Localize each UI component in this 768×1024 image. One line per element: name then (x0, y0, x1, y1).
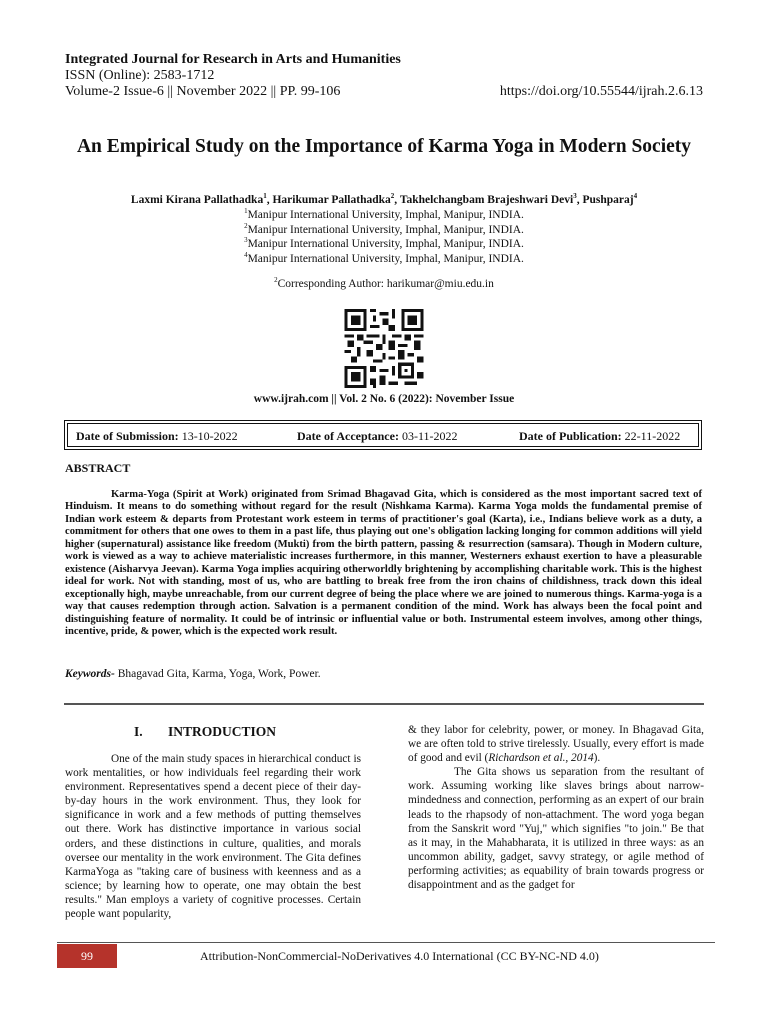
footer-divider (57, 942, 715, 943)
issue-line: www.ijrah.com || Vol. 2 No. 6 (2022): November Issue (253, 393, 515, 405)
paragraph: & they labor for celebrity, power, or money. In Bhagavad Gita, we are often told to strive tirelessly. Usually, every effort is made of good and evil (Richardson et al., 2014). (408, 724, 704, 765)
affiliation-list (40, 208, 728, 266)
keywords-text: Bhagavad Gita, Karma, Yoga, Work, Power. (114, 668, 321, 680)
keywords (65, 668, 321, 680)
author-sup: 4 (633, 192, 638, 201)
body-column-right (408, 723, 704, 892)
paper-title: An Empirical Study on the Importance of Karma Yoga in Modern Society (76, 136, 692, 157)
journal-name: Integrated Journal for Research in Arts and Humanities (65, 52, 401, 67)
keywords-label: Keywords- (65, 668, 115, 680)
paragraph: One of the main study spaces in hierarchical conduct is work mentalities, or how individuals feel regarding their work environment. Representatives spend a decent piece of their day-by-day hours in the work environment. Thus, they look for significance in work and a few methods of putting themselves out there. Work has distinctive importance in various social orders, and these distinctions in culture, qualities, and morals oversee our mentality in the work environment. The Gita defines KarmaYoga as "taking care of business with keenness and as a science; by learning how to operate, one may obtain the best results." Man employs a variety of cognitive processes. Certain people want popularity, (65, 753, 361, 921)
body-column-left (65, 752, 361, 921)
abstract-text: Karma-Yoga (Spirit at Work) originated from Srimad Bhagavad Gita, which is considered as the most important sacred text of Hinduism. It means to do something without regard for the result (Nishkama Karma). Karma Yoga molds the fundamental premise of Indian work esteem & departs from Protestant work esteem in terms of practitioner's goal (Karta), i.e., Indians believe work as a duty, a commitment for others that one owes to them in a past life, thus playing out one's obligation lacking longing for common additions will yield higher (supernatural) assistance like freedom (Mukti) from the birth pattern, passing & resurrection (samsara). Though in Modern culture, work is viewed as a way to achieve materialistic increases furthermore, in this manner, Westerners exhaust exertion to have a pleasurable existence (Aisharvya Jeevan). Karma Yoga implies acquiring otherworldly brightening by accomplishing charitable work. This is the highest ideal for work. Not with standing, most of us, who are battling to break free from the iron chains of childishness, track down this ideal exceptionally high, maybe unreachable, from our current degree of being the place where we are joined to numerous things. Karma-yoga is a way that causes redemption through action. Salvation is a permanent condition of the mind. Work has always been the focal point and distinguishing feature of normality. It could be of intrinsic or influential value or both. Instrumental esteem involves, among other things, incentive, pride, & power, which is the expected work result. (65, 489, 702, 637)
dates-box (64, 420, 702, 450)
submission-date: Date of Submission: 13-10-2022 (76, 429, 238, 443)
page-number: 99 (57, 944, 117, 968)
volume-info: Volume-2 Issue-6 || November 2022 || PP. 99-106 (65, 84, 341, 99)
author-sup: 1 (263, 192, 267, 201)
section-heading: I. INTRODUCTION (134, 724, 277, 739)
qr-code-icon[interactable] (343, 309, 425, 388)
affiliation: $^1$Manipur International University, Imphal, Manipur, INDIA. (244, 207, 524, 221)
affiliation: $^2$Manipur International University, Imphal, Manipur, INDIA. (244, 221, 524, 236)
citation: Richardson et al., 2014 (488, 752, 594, 765)
author-name: Pushparaj (582, 194, 634, 206)
doi-link[interactable]: https://doi.org/10.55544/ijrah.2.6.13 (499, 84, 703, 99)
author-name: Takhelchangbam Brajeshwari Devi (399, 194, 574, 206)
affiliation: $^4$Manipur International University, Imphal, Manipur, INDIA. (244, 250, 524, 265)
author-name: Harikumar Pallathadka (272, 194, 391, 206)
publication-date: Date of Publication: 22-11-2022 (519, 429, 681, 443)
acceptance-date: Date of Acceptance: 03-11-2022 (297, 429, 458, 443)
issn: ISSN (Online): 2583-1712 (65, 68, 215, 83)
paragraph: The Gita shows us separation from the resultant of work. Assuming working like slaves brings about narrow-mindedness and connection, performing as an expert of our brain leads to the rhapsody of non-attachment. The word yoga began from the Sanskrit word "Yuj," which signifies "to join." Be that as it may, in the Mahabharata, it is utilized in three ways: as an uncommon ability, gadget, savvy strategy, or agile method of performing activities; as equability of brain towards progress or disappointment and as the gadget for (408, 766, 704, 892)
abstract-heading: ABSTRACT (65, 461, 131, 475)
author-list: Laxmi Kirana Pallathadka$^1$, Harikumar Pallathadka$^2$, Takhelchangbam Brajeshwari Devi$^3$, Pushparaj$^4$ (130, 192, 638, 206)
affiliation: $^3$Manipur International University, Imphal, Manipur, INDIA. (244, 236, 524, 251)
author-sup: 3 (573, 192, 577, 201)
author-name: Laxmi Kirana Pallathadka (130, 194, 264, 206)
section-divider (64, 703, 704, 705)
license-text: Attribution-NonCommercial-NoDerivatives 4.0 International (CC BY-NC-ND 4.0) (200, 949, 599, 963)
author-sup: 2 (390, 192, 395, 201)
corresponding-author: $^2$Corresponding Author: harikumar@miu.edu.in (274, 276, 494, 290)
